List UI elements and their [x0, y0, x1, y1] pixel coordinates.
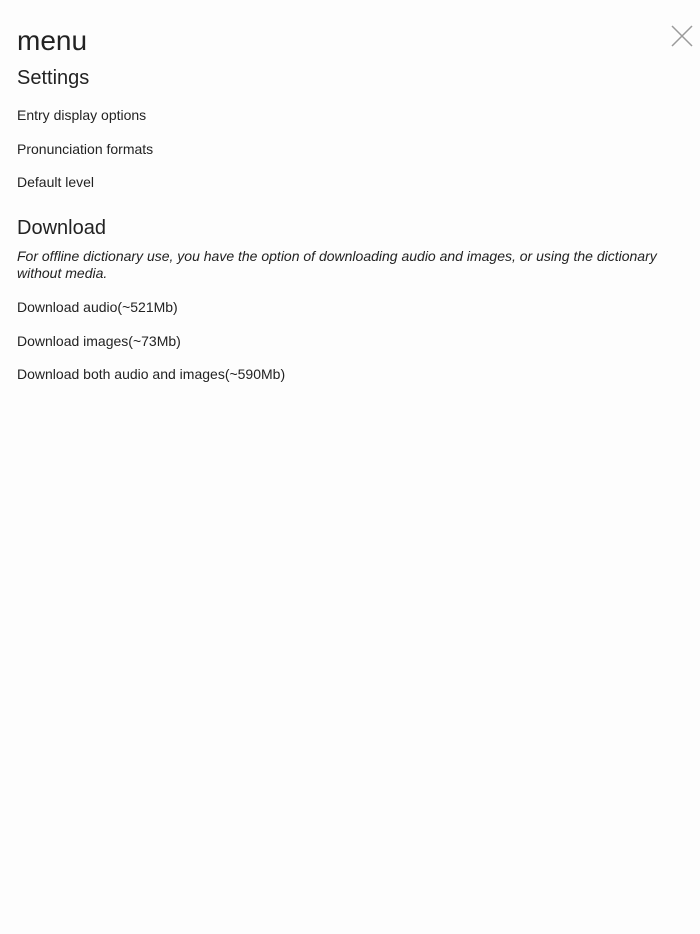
download-heading: Download [17, 217, 106, 239]
close-button[interactable] [670, 24, 694, 48]
pronunciation-formats-link[interactable]: Pronunciation formats [17, 141, 154, 157]
download-both-link[interactable]: Download both audio and images(~590Mb) [17, 366, 286, 382]
entry-display-options-link[interactable]: Entry display options [17, 107, 147, 123]
menu-title: menu [17, 25, 88, 56]
close-icon [670, 24, 694, 48]
default-level-link[interactable]: Default level [17, 174, 95, 190]
download-audio-link[interactable]: Download audio(~521Mb) [17, 299, 178, 315]
download-images-link[interactable]: Download images(~73Mb) [17, 333, 181, 349]
settings-heading: Settings [17, 67, 90, 89]
download-description: For offline dictionary use, you have the option of downloading audio and images, or using the dictionary without media. [17, 248, 657, 281]
